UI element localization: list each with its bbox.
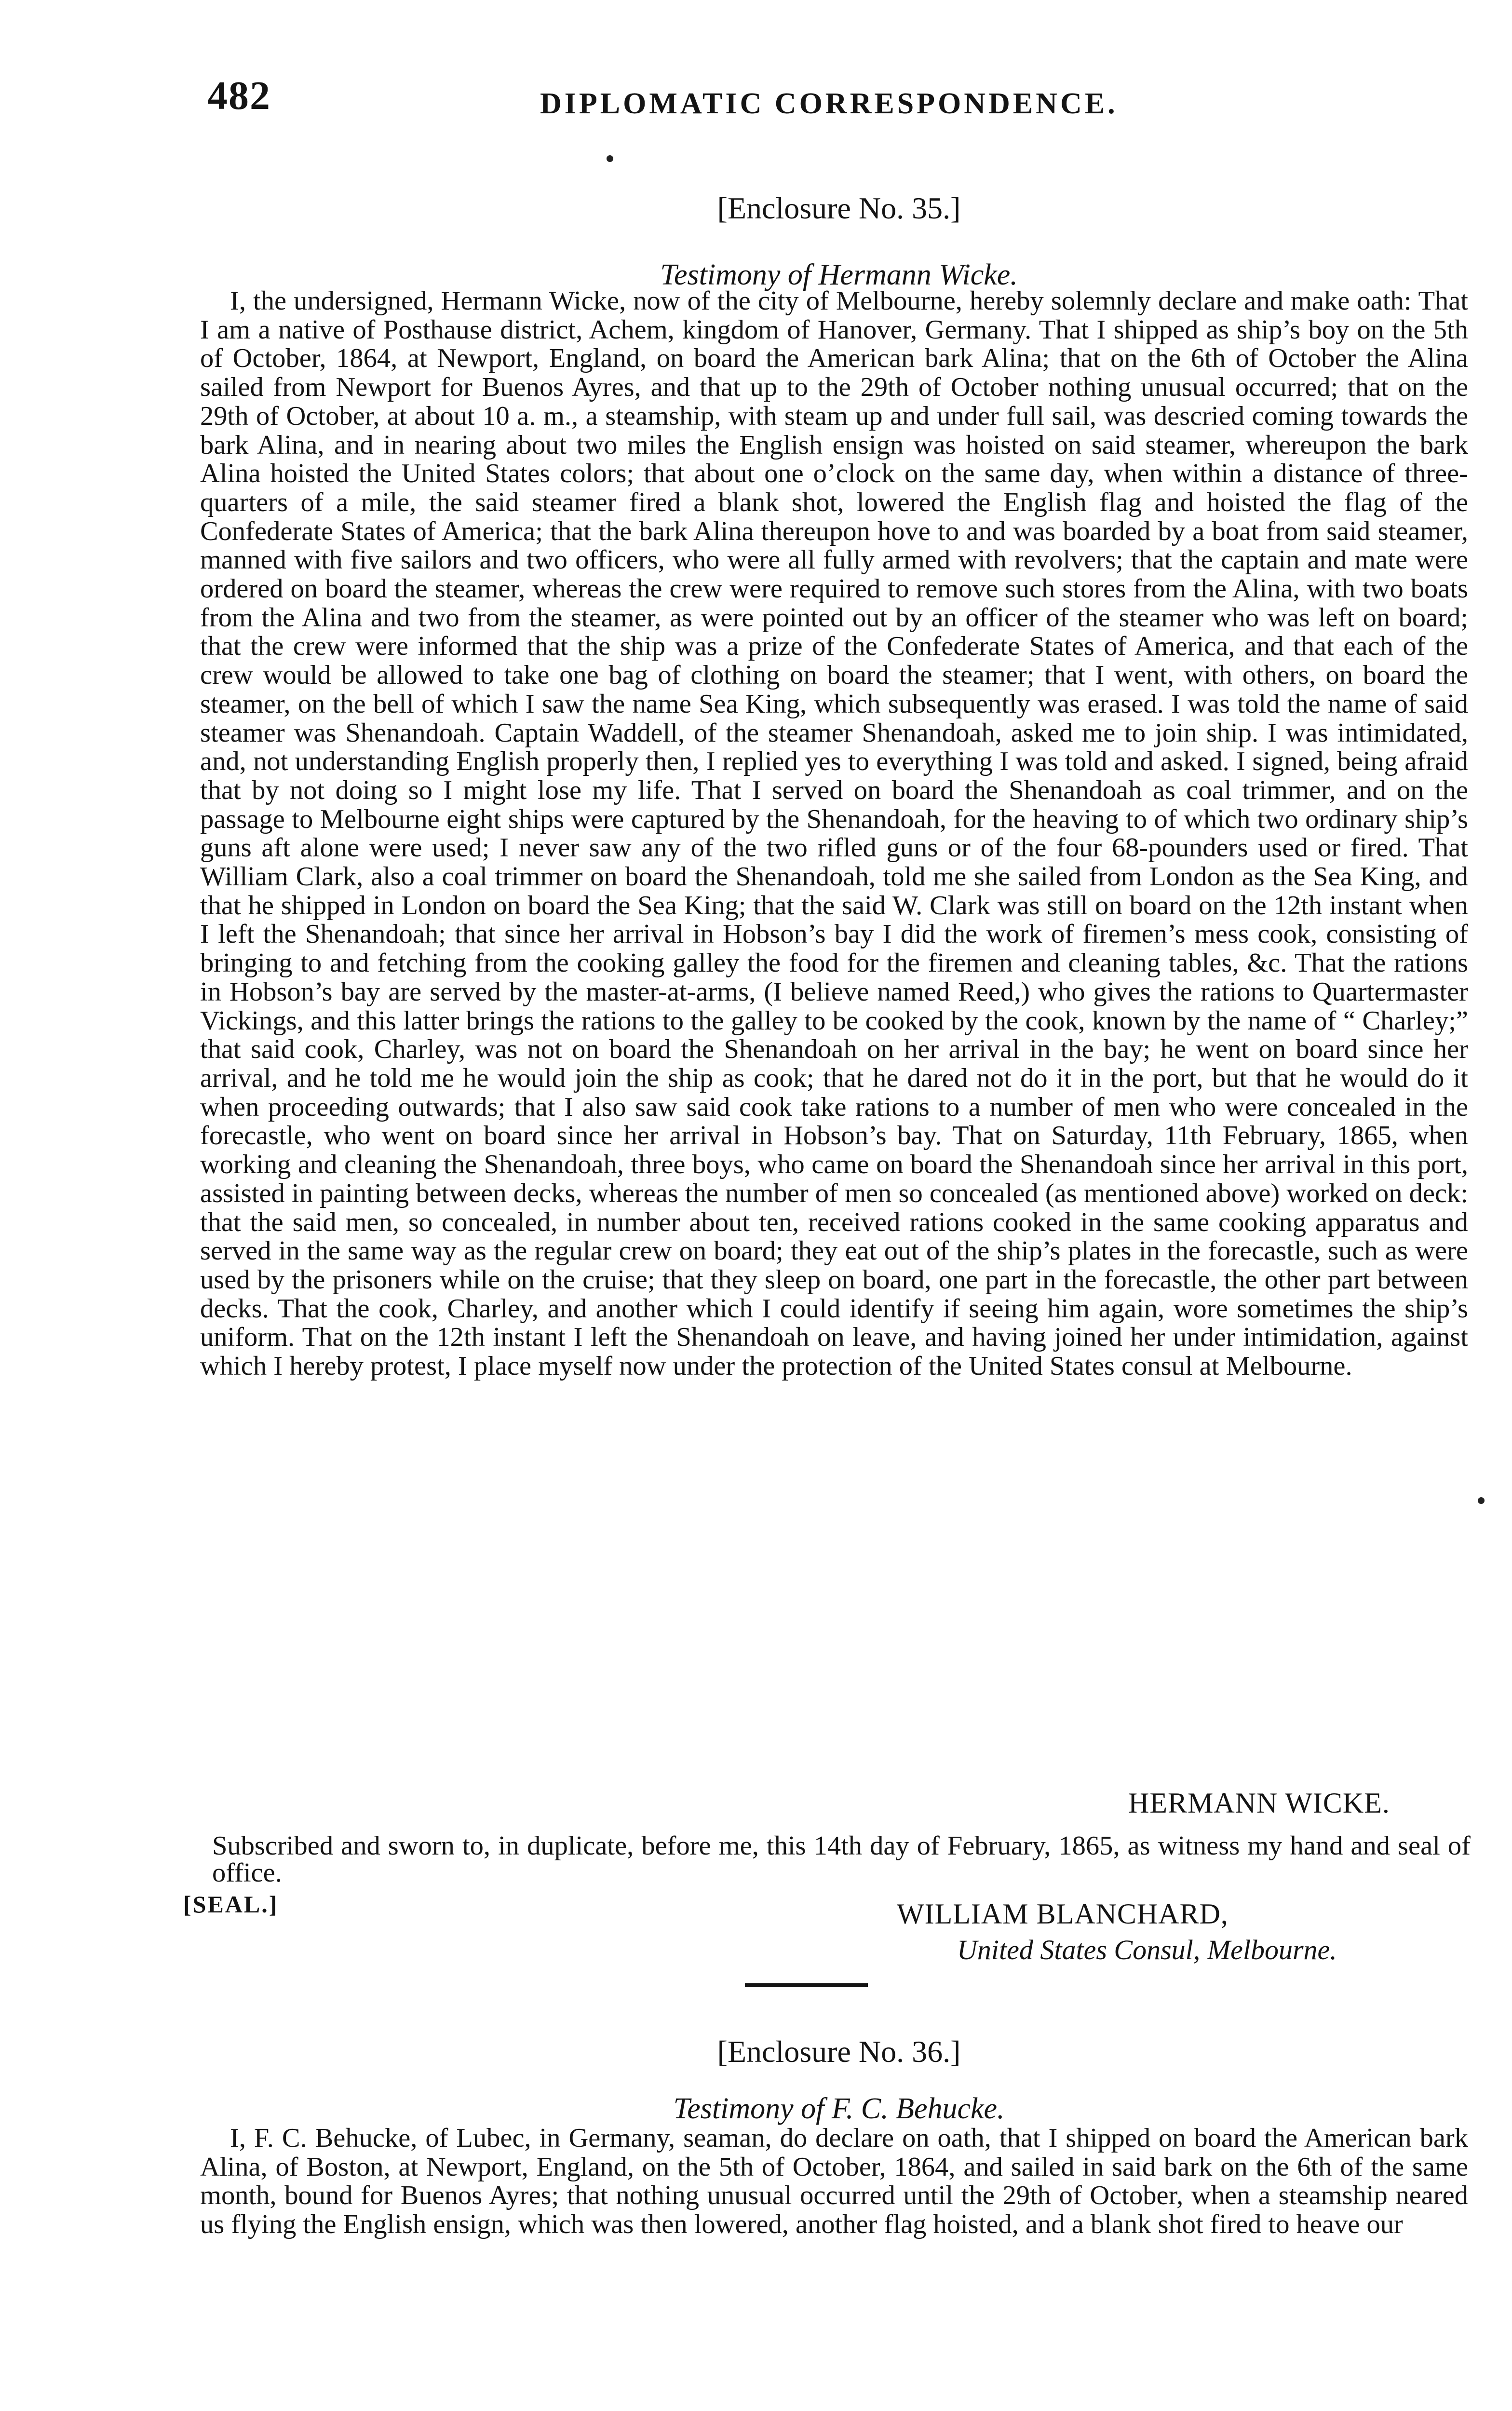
testimony-35-title: Testimony of Hermann Wicke. <box>660 258 1018 291</box>
section-divider <box>745 1983 868 1987</box>
consul-name: WILLIAM BLANCHARD, <box>897 1898 1228 1930</box>
print-speck <box>607 155 613 162</box>
running-title: DIPLOMATIC CORRESPONDENCE. <box>540 87 1118 120</box>
seal-label: [SEAL.] <box>183 1891 279 1918</box>
consul-title: United States Consul, Melbourne. <box>957 1934 1337 1965</box>
page-number: 482 <box>207 73 271 118</box>
print-speck <box>1478 1497 1485 1504</box>
jurat: Subscribed and sworn to, in duplicate, before me, this 14th day of February, 1865, as witness my hand and seal of office. <box>212 1831 1471 1888</box>
wicke-signature: HERMANN WICKE. <box>1128 1787 1390 1819</box>
testimony-35-body: I, the undersigned, Hermann Wicke, now of the city of Melbourne, hereby solemnly declare and make oath: That I am a native of Posthause district, Achem, kingdom of Hanover, Germany. That I shipped as ship’s boy on the 5th of October, 1864, at Newport, England, on board the American bark Alina; that on the 6th of October the Alina sailed from Newport for Buenos Ayres, and that up to the 29th of October nothing unusual occurred; that on the 29th of October, at about 10 a. m., a steamship, with steam up and under full sail, was descried coming towards the bark Alina, and in nearing about two miles the English ensign was hoisted on said steamer, whereupon the bark Alina hoisted the United States colors; that about one o’clock on the same day, when within a distance of three-quarters of a mile, the said steamer fired a blank shot, lowered the English flag and hoisted the flag of the Confederate States of America; that the bark Alina thereupon hove to and was boarded by a boat from said steamer, manned with five sailors and two officers, who were all fully armed with revolvers; that the captain and mate were ordered on board the steamer, whereas the crew were required to remove such stores from the Alina, with two boats from the Alina and two from the steamer, as were pointed out by an officer of the steamer who was left on board; that the crew were informed that the ship was a prize of the Confederate States of America, and that each of the crew would be allowed to take one bag of clothing on board the steamer; that I went, with others, on board the steamer, on the bell of which I saw the name Sea King, which subsequently was erased. I was told the name of said steamer was Shenandoah. Captain Waddell, of the steamer Shenandoah, asked me to join ship. I was intimidated, and, not understanding English properly then, I replied yes to everything I was told and asked. I signed, being afraid that by not doing so I might lose my life. That I served on board the Shenandoah as coal trimmer, and on the passage to Melbourne eight ships were captured by the Shenandoah, for the heaving to of which two ordinary ship’s guns aft alone were used; I never saw any of the two rifled guns or of the four 68-pounders used or fired. That William Clark, also a coal trimmer on board the Shenandoah, told me she sailed from London as the Sea King, and that he shipped in London on board the Sea King; that the said W. Clark was still on board on the 12th instant when I left the Shenandoah; that since her arrival in Hobson’s bay I did the work of firemen’s mess cook, consisting of bringing to and fetching from the cooking galley the food for the firemen and cleaning tables, &c. That the rations in Hobson’s bay are served by the master-at-arms, (I believe named Reed,) who gives the rations to Quartermaster Vickings, and this latter brings the rations to the galley to be cooked by the cook, known by the name of “ Charley;” that said cook, Charley, was not on board the Shenandoah on her arrival in the bay; he went on board since her arrival, and he told me he would join the ship as cook; that he dared not do it in the port, but that he would do it when proceeding outwards; that I also saw said cook take rations to a number of men who were concealed in the forecastle, who went on board since her arrival in Hobson’s bay. That on Saturday, 11th February, 1865, when working and cleaning the Shenandoah, three boys, who came on board the Shenandoah since her arrival in this port, assisted in painting between decks, whereas the number of men so concealed (as mentioned above) worked on deck: that the said men, so concealed, in number about ten, received rations cooked in the same cooking apparatus and served in the same way as the regular crew on board; they eat out of the ship’s plates in the forecastle, such as were used by the prisoners while on the cruise; that they sleep on board, one part in the forecastle, the other part between decks. That the cook, Charley, and another which I could identify if seeing him again, wore sometimes the ship’s uniform. That on the 12th instant I left the Shenandoah on leave, and having joined her under intimidation, against which I hereby protest, I place myself now under the protection of the United States consul at Melbourne. <box>200 286 1468 1382</box>
enclosure-36-heading: [Enclosure No. 36.] <box>717 2034 961 2069</box>
testimony-36-body: I, F. C. Behucke, of Lubec, in Germany, seaman, do declare on oath, that I shipped on board the American bark Alina, of Boston, at Newport, England, on the 5th of October, 1864, and sailed in said bark on the 6th of the same month, bound for Buenos Ayres; that nothing unusual occurred until the 29th of October, when a steamship neared us flying the English ensign, which was then lowered, another flag hoisted, and a blank shot fired to heave our <box>200 2123 1468 2240</box>
running-head <box>207 72 1471 125</box>
enclosure-35-heading: [Enclosure No. 35.] <box>717 191 961 225</box>
testimony-36-title: Testimony of F. C. Behucke. <box>673 2092 1005 2125</box>
